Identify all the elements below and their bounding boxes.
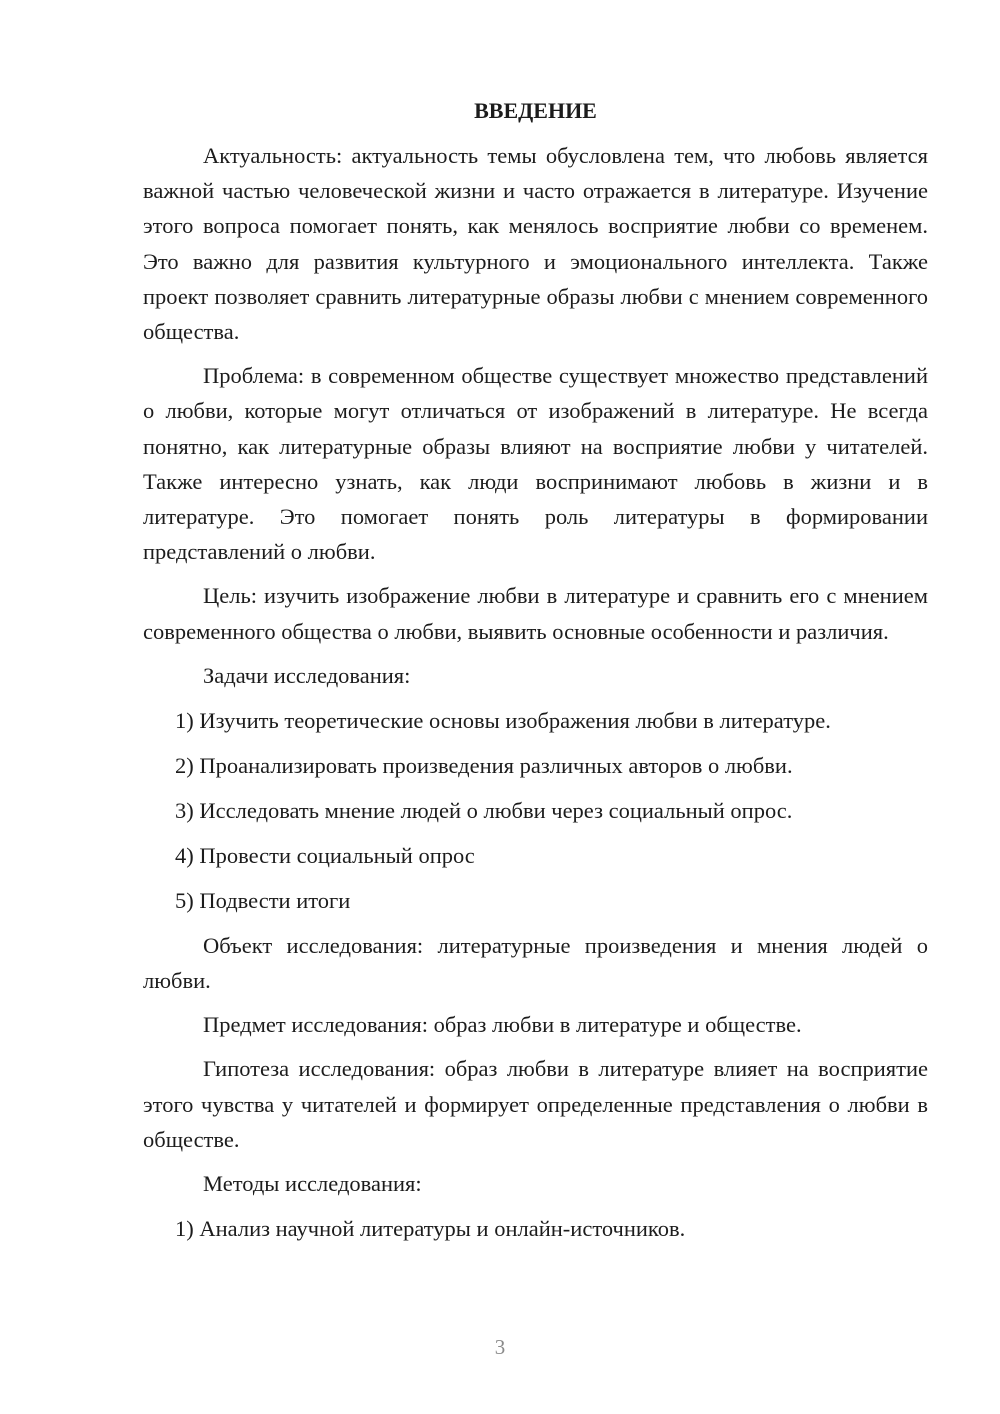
- document-page: [143, 96, 928, 1256]
- list-item: 3) Исследовать мнение людей о любви через социальный опрос.: [175, 797, 793, 823]
- section-title: ВВЕДЕНИЕ: [474, 98, 597, 123]
- subject-paragraph: Предмет исследования: образ любви в литературе и обществе.: [203, 1012, 802, 1038]
- tasks-heading: Задачи исследования:: [203, 662, 411, 688]
- hypothesis-paragraph: Гипотеза исследования: образ любви в литературе влияет на восприятие этого чувства у читателей и формирует определенные представления о любви в обществе.: [143, 1056, 928, 1152]
- goal-paragraph: Цель: изучить изображение любви в литературе и сравнить его с мнением современного общества о любви, выявить основные особенности и различия.: [143, 583, 928, 644]
- list-item: 4) Провести социальный опрос: [175, 842, 475, 868]
- list-item: 5) Подвести итоги: [175, 887, 351, 913]
- problem-paragraph: Проблема: в современном обществе существует множество представлений о любви, которые могут отличаться от изображений в литературе. Не всегда понятно, как литературные образы влияют на восприятие любви у читателей. Также интересно узнать, как люди воспринимают любовь в жизни и в литературе. Это помогает понять роль литературы в формировании представлений о любви.: [143, 363, 928, 565]
- tasks-list: [143, 703, 928, 918]
- page-number: 3: [494, 1335, 506, 1359]
- relevance-paragraph: Актуальность: актуальность темы обусловлена тем, что любовь является важной частью человеческой жизни и часто отражается в литературе. Изучение этого вопроса помогает понять, как менялось восприятие любви со временем. Это важно для развития культурного и эмоционального интеллекта. Также проект позволяет сравнить литературные образы любви с мнением современного общества.: [143, 143, 928, 345]
- list-item: 1) Изучить теоретические основы изображения любви в литературе.: [175, 707, 831, 733]
- list-item: 2) Проанализировать произведения различных авторов о любви.: [175, 752, 793, 778]
- methods-heading: Методы исследования:: [203, 1171, 422, 1197]
- object-paragraph: Объект исследования: литературные произведения и мнения людей о любви.: [143, 932, 928, 994]
- methods-list: [143, 1211, 928, 1246]
- list-item: 1) Анализ научной литературы и онлайн-источников.: [175, 1216, 686, 1242]
